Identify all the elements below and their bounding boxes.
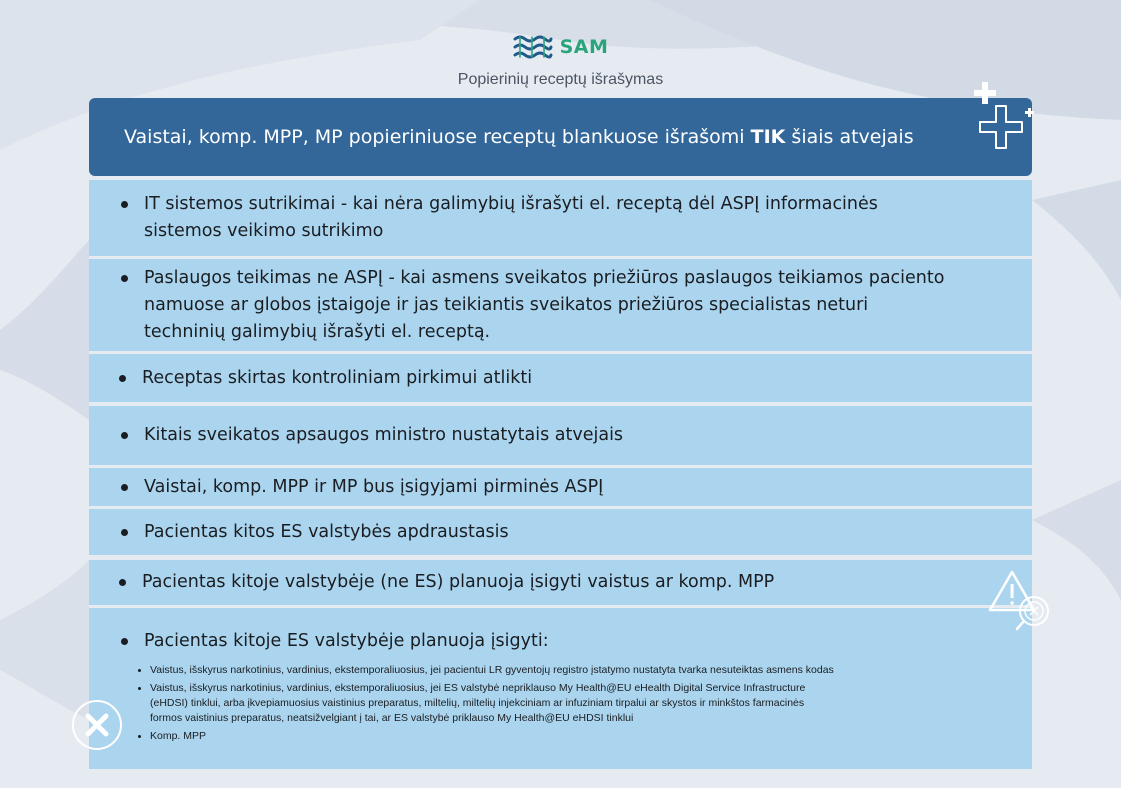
warning-search-icon (984, 566, 1060, 636)
sam-logo (0, 34, 1121, 60)
list-item: Pacientas kitoje valstybėje (ne ES) planuoja įsigyti vaistus ar komp. MPP (89, 560, 1032, 605)
sub-list-item: Vaistus, išskyrus narkotinius, vardinius, ekstemporaliuosius, jei ES valstybė nepriklauso My Health@EU eHealth Digital Service Infrastructure (eHDSI) tinklui, arba įkvepiamuosius vaistinius preparatus, miltelių, miltelių injekciniam ar infuziniam tirpalui ar skystos ir minkštos farmacinės formos vaistinius preparatus, neatsižvelgiant į tai, ar ES valstybė priklauso My Health@EU eHDSI tinklui (138, 681, 1032, 726)
header-banner (89, 98, 1032, 176)
sub-list (121, 663, 1032, 747)
header-title: Vaistai, komp. MPP, MP popieriniuose receptų blankuose išrašomi TIK šiais atvejais (124, 126, 914, 148)
sam-logo-icon (513, 34, 553, 60)
logo-text: SAM (559, 36, 609, 58)
sub-list-item: Komp. MPP (138, 729, 1032, 744)
list-item: Receptas skirtas kontroliniam pirkimui atlikti (89, 354, 1032, 402)
header-emphasis: TIK (750, 126, 786, 148)
page-subtitle: Popierinių receptų išrašymas (457, 71, 664, 88)
close-circle-icon (70, 698, 124, 752)
list-item: Kitais sveikatos apsaugos ministro nustatytais atvejais (89, 406, 1032, 465)
list-item: Pacientas kitos ES valstybės apdraustasis (89, 509, 1032, 555)
list-item: IT sistemos sutrikimai - kai nėra galimybių išrašyti el. receptą dėl ASPĮ informacinės sistemos veikimo sutrikimo (89, 180, 1032, 256)
list-item: Vaistai, komp. MPP ir MP bus įsigyjami pirminės ASPĮ (89, 468, 1032, 506)
plus-cross-icon (968, 72, 1048, 172)
list-item: Paslaugos teikimas ne ASPĮ - kai asmens sveikatos priežiūros paslaugos teikiamos paciento namuose ar globos įstaigoje ir jas teikiantis sveikatos priežiūros specialistas neturi techninių galimybių išrašyti el. receptą. (89, 259, 1032, 351)
list-item: Pacientas kitoje ES valstybėje planuoja įsigyti: Vaistus, išskyrus narkotinius, vardinius, ekstemporaliuosius, jei pacientui LR gyventojų registro įstatymo nustatyta tvarka nesuteiktas asmens kodas Vaistus, išskyrus narkotinius, vardinius, ekstemporaliuosius, jei ES valstybė nepriklauso My Health@EU eHealth Digital Service Infrastructure (eHDSI) tinklui, arba įkvepiamuosius vaistinius preparatus, miltelių, miltelių injekciniam ar infuziniam tirpalui ar skystos ir minkštos farmacinės formos vaistinius preparatus, neatsižvelgiant į tai, ar ES valstybė priklauso My Health@EU eHDSI tinklui Komp. MPP (89, 608, 1032, 769)
sub-list-item: Vaistus, išskyrus narkotinius, vardinius, ekstemporaliuosius, jei pacientui LR gyventojų registro įstatymo nustatyta tvarka nesuteiktas asmens kodas (138, 663, 1032, 678)
